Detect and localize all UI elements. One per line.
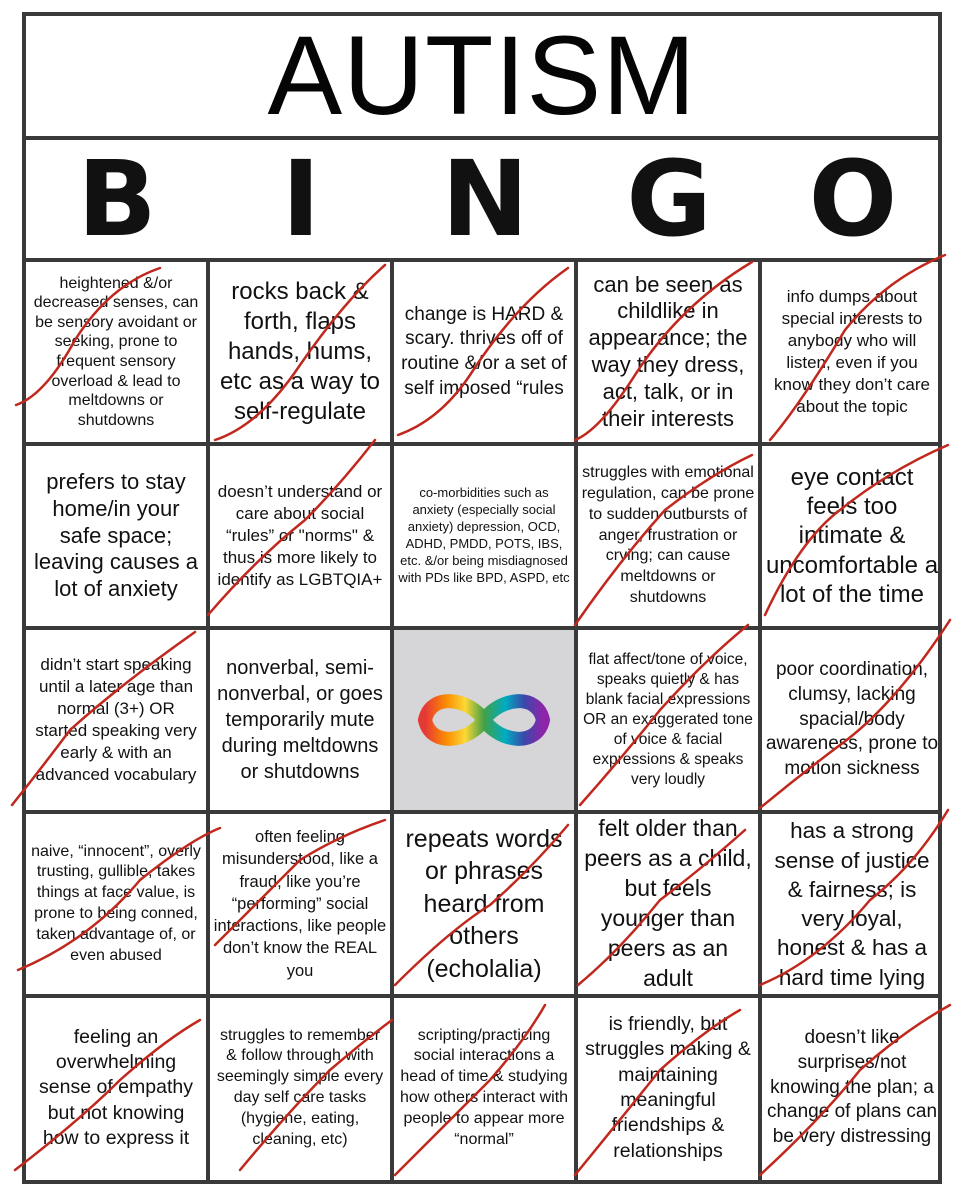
bingo-square-text: doesn’t understand or care about social “rules” or "norms" & thus is more likely to identify as LGBTQIA+ xyxy=(217,481,383,590)
bingo-square[interactable] xyxy=(762,630,942,810)
grid-divider xyxy=(206,262,210,1180)
free-space[interactable] xyxy=(394,630,574,810)
rainbow-infinity-icon xyxy=(409,680,559,760)
bingo-square-text: didn’t start speaking until a later age than normal (3+) OR started speaking very early & with an advanced vocabulary xyxy=(35,654,197,785)
bingo-square[interactable] xyxy=(394,262,574,442)
bingo-square[interactable] xyxy=(210,262,390,442)
bingo-square-text: feeling an overwhelming sense of empathy but not knowing how to express it xyxy=(39,1025,193,1150)
bingo-square[interactable] xyxy=(578,262,758,442)
bingo-square[interactable] xyxy=(26,630,206,810)
bingo-square[interactable] xyxy=(210,630,390,810)
bingo-square-text: info dumps about special interests to anybody who will listen, even if you know they don’t care about the topic xyxy=(774,286,930,417)
grid-divider xyxy=(758,262,762,1180)
bingo-square[interactable] xyxy=(762,998,942,1178)
grid-divider xyxy=(26,442,938,446)
letter-n: N xyxy=(441,138,529,260)
bingo-square-text: heightened &/or decreased senses, can be sensory avoidant or seeking, prone to frequent sensory overload & lead to meltdowns or shutdowns xyxy=(33,274,199,429)
letter-i: I xyxy=(281,138,321,260)
bingo-square[interactable] xyxy=(578,814,758,994)
bingo-square[interactable] xyxy=(762,814,942,994)
letter-b: B xyxy=(77,138,157,260)
bingo-header xyxy=(26,140,938,262)
bingo-square-text: naive, “innocent”, overly trusting, gullible, takes things at face value, is prone to being conned, taken advantage of, or even abused xyxy=(31,842,201,964)
bingo-square-text: has a strong sense of justice & fairness; is very loyal, honest & has a hard time lying xyxy=(774,818,930,990)
bingo-square[interactable] xyxy=(26,262,206,442)
bingo-square-text: rocks back & forth, flaps hands, hums, etc as a way to self-regulate xyxy=(219,278,381,425)
bingo-square-text: can be seen as childlike in appearance; the way they dress, act, talk, or in their interests xyxy=(588,271,748,431)
letter-o: O xyxy=(808,138,898,260)
bingo-square-text: doesn’t like surprises/not knowing the plan; a change of plans can be very distressing xyxy=(766,1027,938,1148)
bingo-square-text: felt older than peers as a child, but feels younger than peers as an adult xyxy=(584,815,752,991)
card-title: AUTISM xyxy=(267,13,697,138)
grid-divider xyxy=(26,810,938,814)
bingo-square-text: poor coordination, clumsy, lacking spacial/body awareness, prone to motion sickness xyxy=(765,659,939,780)
title-banner xyxy=(26,13,938,140)
bingo-square-text: struggles with emotional regulation, can be prone to sudden outbursts of anger, frustration or crying; can cause meltdowns or shutdowns xyxy=(581,464,755,606)
bingo-square-text: flat affect/tone of voice, speaks quietly & has blank facial expressions OR an exaggerated tone of voice & facial expressions & speaks very loudly xyxy=(583,650,753,789)
letter-g: G xyxy=(626,138,712,260)
bingo-square[interactable] xyxy=(210,814,390,994)
bingo-grid xyxy=(26,262,938,1180)
bingo-square-text: scripting/practicing social interactions a head of time & studying how others interact with people to appear more “normal” xyxy=(399,1026,569,1148)
bingo-square[interactable] xyxy=(578,998,758,1178)
grid-divider xyxy=(390,262,394,1180)
bingo-square-text: co-morbidities such as anxiety (especially social anxiety) depression, OCD, ADHD, PMDD, POTS, IBS, etc. &/or being misdiagnosed with PDs like BPD, ASPD, etc xyxy=(398,485,570,585)
bingo-square-text: repeats words or phrases heard from others (echolalia) xyxy=(405,824,563,983)
bingo-square[interactable] xyxy=(394,446,574,626)
bingo-square[interactable] xyxy=(26,814,206,994)
bingo-square[interactable] xyxy=(26,998,206,1178)
bingo-square[interactable] xyxy=(762,446,942,626)
bingo-square[interactable] xyxy=(210,998,390,1178)
grid-divider xyxy=(26,994,938,998)
bingo-square-text: change is HARD & scary. thrives off of routine &/or a set of self imposed “rules xyxy=(401,303,567,399)
bingo-square[interactable] xyxy=(26,446,206,626)
bingo-square-text: often feeling misunderstood, like a fraud, like you’re “performing” social interactions, like people don’t know the REAL you xyxy=(213,828,387,980)
bingo-square-text: eye contact feels too intimate & uncomfortable a lot of the time xyxy=(765,463,939,608)
bingo-square-text: nonverbal, semi-nonverbal, or goes temporarily mute during meltdowns or shutdowns xyxy=(217,657,383,783)
bingo-square[interactable] xyxy=(394,814,574,994)
grid-divider xyxy=(26,626,938,630)
bingo-square[interactable] xyxy=(394,998,574,1178)
bingo-square[interactable] xyxy=(578,630,758,810)
grid-divider xyxy=(574,262,578,1180)
bingo-square[interactable] xyxy=(762,262,942,442)
bingo-card xyxy=(22,12,942,1184)
bingo-square[interactable] xyxy=(578,446,758,626)
bingo-square-text: prefers to stay home/in your safe space; leaving causes a lot of anxiety xyxy=(34,468,198,602)
bingo-square-text: struggles to remember & follow through with seemingly simple every day self care tasks (hygiene, eating, cleaning, etc) xyxy=(216,1026,384,1148)
bingo-square[interactable] xyxy=(210,446,390,626)
bingo-square-text: is friendly, but struggles making & maintaining meaningful friendships & relationships xyxy=(585,1012,751,1162)
